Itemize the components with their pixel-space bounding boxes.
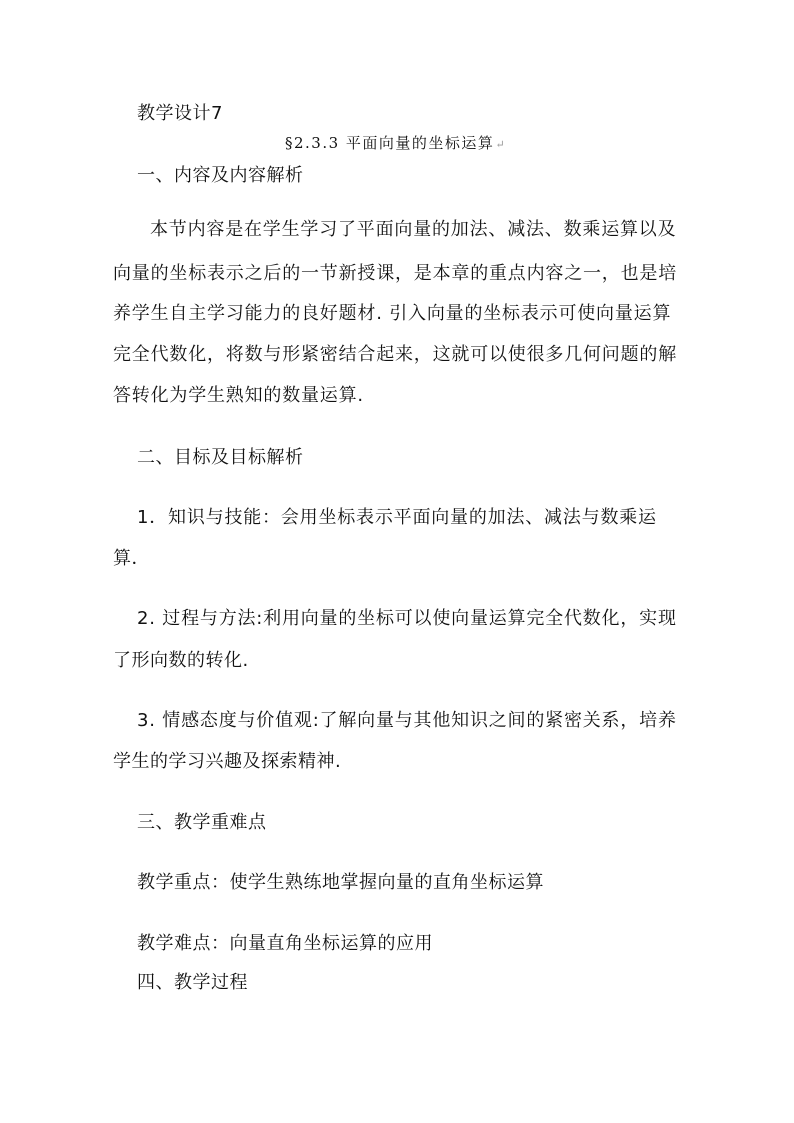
section-heading-process: 四、教学过程 bbox=[137, 972, 248, 993]
content-paragraph-line: 完全代数化，将数与形紧密结合起来，这就可以使很多几何问题的解 bbox=[113, 344, 677, 365]
goal-knowledge-line: 算． bbox=[113, 548, 150, 569]
document-label: 教学设计7 bbox=[137, 103, 223, 124]
key-point-text: 教学重点：使学生熟练地掌握向量的直角坐标运算 bbox=[137, 872, 544, 893]
content-paragraph-line: 养学生自主学习能力的良好题材. 引入向量的坐标表示可使向量运算 bbox=[113, 303, 672, 324]
content-paragraph-line: 答转化为学生熟知的数量运算. bbox=[113, 385, 364, 406]
goal-process-line: 2. 过程与方法:利用向量的坐标可以使向量运算完全代数化，实现 bbox=[137, 608, 677, 629]
goal-process-line: 了形向数的转化. bbox=[113, 650, 249, 671]
content-paragraph-line: 向量的坐标表示之后的一节新授课，是本章的重点内容之一，也是培 bbox=[113, 263, 677, 284]
section-heading-content: 一、内容及内容解析 bbox=[137, 165, 304, 186]
goal-attitude-line: 学生的学习兴趣及探索精神. bbox=[113, 751, 342, 772]
lesson-title-text: §2.3.3 平面向量的坐标运算 bbox=[285, 134, 495, 152]
section-heading-keypoints: 三、教学重难点 bbox=[137, 812, 267, 833]
goal-attitude-line: 3. 情感态度与价值观:了解向量与其他知识之间的紧密关系，培养 bbox=[137, 710, 677, 731]
lesson-title bbox=[285, 131, 506, 157]
goal-knowledge-line: 1．知识与技能：会用坐标表示平面向量的加法、减法与数乘运 bbox=[137, 507, 657, 528]
difficulty-text: 教学难点：向量直角坐标运算的应用 bbox=[137, 933, 433, 954]
content-paragraph-line: 本节内容是在学生学习了平面向量的加法、减法、数乘运算以及 bbox=[150, 219, 677, 240]
paragraph-mark-icon: ↵ bbox=[495, 138, 507, 151]
section-heading-goals: 二、目标及目标解析 bbox=[137, 447, 304, 468]
